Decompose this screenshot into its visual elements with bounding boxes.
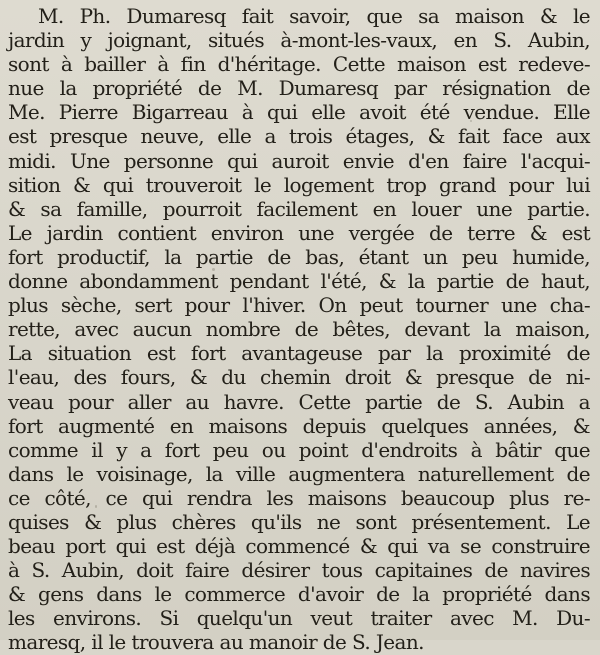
text-line: fort augmenté en maisons depuis quelques années, &	[8, 413, 590, 438]
paper-speck	[212, 268, 215, 271]
text-line: La situation est fort avantageuse par la proximité de	[8, 341, 590, 366]
advertisement-text	[8, 4, 590, 655]
text-line: & sa famille, pourroit facilement en louer une partie.	[8, 196, 590, 221]
text-line: à S. Aubin, doit faire désirer tous capitaines de navires	[8, 558, 590, 583]
text-line: veau pour aller au havre. Cette partie de S. Aubin a	[8, 389, 590, 414]
paper-speck	[95, 505, 97, 508]
text-line: maresq, il le trouvera au manoir de S. Jean.	[8, 630, 424, 655]
text-line: est presque neuve, elle a trois étages, & fait face aux	[8, 124, 590, 149]
text-line: les environs. Si quelqu'un veut traiter avec M. Du-	[8, 606, 590, 631]
text-line: plus sèche, sert pour l'hiver. On peut tourner une cha-	[8, 293, 590, 318]
text-line: sont à bailler à fin d'héritage. Cette maison est redeve-	[8, 52, 590, 77]
text-line: Le jardin contient environ une vergée de terre & est	[8, 220, 590, 245]
text-line: fort productif, la partie de bas, étant un peu humide,	[8, 244, 590, 269]
text-line: quises & plus chères qu'ils ne sont présentement. Le	[8, 509, 590, 534]
text-line: dans le voisinage, la ville augmentera naturellement de	[8, 461, 590, 486]
text-line: nue la propriété de M. Dumaresq par résignation de	[8, 76, 590, 101]
text-line: rette, avec aucun nombre de bêtes, devant la maison,	[8, 317, 590, 342]
text-line: & gens dans le commerce d'avoir de la propriété dans	[8, 582, 590, 607]
text-line: beau port qui est déjà commencé & qui va se construire	[8, 534, 590, 559]
text-line: sition & qui trouveroit le logement trop grand pour lui	[8, 172, 590, 197]
paper-speck	[470, 120, 472, 122]
text-line: M. Ph. Dumaresq fait savoir, que sa maison & le	[38, 4, 590, 28]
text-line: comme il y a fort peu ou point d'endroits à bâtir que	[8, 437, 590, 462]
text-line: l'eau, des fours, & du chemin droit & presque de ni-	[8, 365, 590, 390]
text-line: jardin y joignant, situés à-mont-les-vaux, en S. Aubin,	[8, 28, 590, 53]
text-line: midi. Une personne qui auroit envie d'en faire l'acqui-	[8, 148, 590, 173]
text-line: ce côté, ce qui rendra les maisons beaucoup plus re-	[8, 485, 590, 510]
text-line: Me. Pierre Bigarreau à qui elle avoit été vendue. Elle	[8, 100, 590, 125]
text-line: donne abondamment pendant l'été, & la partie de haut,	[8, 269, 590, 294]
